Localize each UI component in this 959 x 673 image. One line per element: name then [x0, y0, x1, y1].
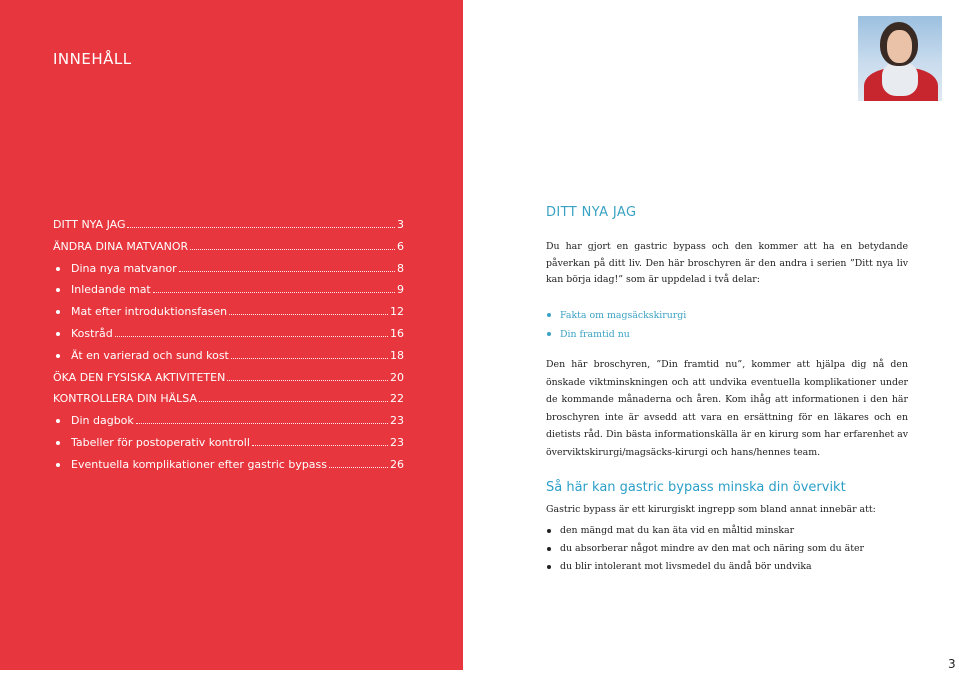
bullet-icon: [56, 419, 60, 423]
parts-list: [546, 306, 906, 344]
toc-entry-page: 26: [390, 457, 404, 471]
toc-entry[interactable]: [53, 410, 404, 432]
toc-entry-label: KONTROLLERA DIN HÄLSA: [53, 392, 198, 406]
toc-entry-label: DITT NYA JAG: [53, 218, 126, 231]
dot-leader: [199, 400, 388, 402]
points-list: [546, 522, 906, 576]
toc-entry[interactable]: [53, 258, 404, 280]
dot-leader: [229, 313, 388, 315]
toc-entry[interactable]: [53, 301, 404, 323]
toc-entry-label: Inledande mat: [71, 283, 151, 297]
toc-entry-label: Dina nya matvanor: [71, 261, 177, 275]
photo-scarf: [882, 62, 918, 96]
dot-leader: [329, 466, 388, 468]
bullet-icon: [56, 288, 60, 292]
point-item: [546, 540, 906, 558]
section-heading: DITT NYA JAG: [546, 205, 637, 220]
bullet-icon: [547, 547, 551, 551]
photo-face: [887, 30, 912, 63]
bullet-icon: [547, 313, 551, 317]
toc-entry-page: 23: [390, 435, 404, 449]
toc-entry-page: 20: [390, 370, 404, 384]
toc-entry[interactable]: [53, 214, 404, 236]
toc-entry-page: 6: [397, 239, 404, 253]
bullet-icon: [56, 310, 60, 314]
toc-entry[interactable]: [53, 236, 404, 258]
toc-entry-label: Din dagbok: [71, 414, 134, 428]
point-item-text: den mängd mat du kan äta vid en måltid minskar: [560, 525, 795, 536]
intro-paragraph: Du har gjort en gastric bypass och den kommer att ha en betydande påverkan på ditt liv. Den här broschyren är den andra i serien ”Ditt nya liv kan börja idag!” som är uppdelad i två delar:: [546, 241, 908, 285]
toc-entry-page: 16: [390, 326, 404, 340]
toc-entry[interactable]: [53, 345, 404, 367]
toc-entry[interactable]: [53, 432, 404, 454]
part-item-text: Din framtid nu: [560, 329, 630, 340]
dot-leader: [179, 270, 395, 272]
dot-leader: [115, 335, 388, 337]
bullet-icon: [547, 529, 551, 533]
toc-entry-page: 12: [390, 305, 404, 319]
dot-leader: [190, 248, 395, 250]
dot-leader: [153, 291, 395, 293]
part-item: [546, 306, 906, 325]
bullet-icon: [56, 354, 60, 358]
point-item: [546, 522, 906, 540]
toc-entry[interactable]: [53, 454, 404, 476]
toc-entry[interactable]: [53, 388, 404, 410]
red-panel: [0, 0, 463, 670]
bullet-icon: [56, 441, 60, 445]
toc-entry-label: Kostråd: [71, 326, 113, 340]
toc-entry-label: Tabeller för postoperativ kontroll: [71, 435, 250, 449]
bullet-icon: [56, 463, 60, 467]
point-item-text: du blir intolerant mot livsmedel du ändå bör undvika: [560, 561, 812, 572]
toc-entry-label: Ät en varierad och sund kost: [71, 348, 229, 362]
bullet-icon: [56, 332, 60, 336]
toc-entry-label: ÖKA DEN FYSISKA AKTIVITETEN: [53, 370, 226, 384]
table-of-contents: [53, 214, 404, 476]
toc-title: INNEHÅLL: [53, 50, 132, 68]
dot-leader: [136, 422, 388, 424]
dot-leader: [127, 226, 395, 228]
toc-entry-page: 18: [390, 348, 404, 362]
part-item-text: Fakta om magsäckskirurgi: [560, 310, 687, 321]
bullet-icon: [56, 267, 60, 271]
bullet-icon: [547, 332, 551, 336]
dot-leader: [231, 357, 388, 359]
toc-entry[interactable]: [53, 279, 404, 301]
point-item: [546, 558, 906, 576]
toc-entry-page: 23: [390, 414, 404, 428]
page-number: 3: [948, 657, 956, 671]
toc-entry-page: 3: [397, 218, 404, 231]
toc-entry-page: 9: [397, 283, 404, 297]
toc-entry-label: Mat efter introduktionsfasen: [71, 305, 228, 319]
part-item: [546, 325, 906, 344]
portrait-photo: [858, 16, 942, 101]
toc-entry[interactable]: [53, 323, 404, 345]
toc-entry-label: Eventuella komplikationer efter gastric bypass: [71, 457, 328, 471]
toc-entry[interactable]: [53, 367, 404, 389]
point-item-text: du absorberar något mindre av den mat och näring som du äter: [560, 543, 865, 554]
toc-entry-label: ÄNDRA DINA MATVANOR: [53, 239, 189, 253]
toc-entry-page: 8: [397, 261, 404, 275]
subintro-paragraph: Gastric bypass är ett kirurgiskt ingrepp som bland annat innebär att:: [546, 504, 876, 515]
dot-leader: [227, 379, 388, 381]
bullet-icon: [547, 565, 551, 569]
toc-entry-page: 22: [390, 392, 404, 406]
dot-leader: [252, 444, 388, 446]
subheading: Så här kan gastric bypass minska din övervikt: [546, 480, 846, 495]
body-paragraph: Den här broschyren, ”Din framtid nu”, kommer att hjälpa dig nå den önskade viktminskningen och att undvika eventuella komplikationer under de kommande månaderna och åren. Kom ihåg att informationen i den här broschyren inte är avsedd att vara en ersättning för en läkares och en dietists råd. Din bästa informationskälla är en kirurg som har erfarenhet av överviktskirurgi/magsäcks-kirurgi och hans/hennes team.: [546, 359, 908, 458]
